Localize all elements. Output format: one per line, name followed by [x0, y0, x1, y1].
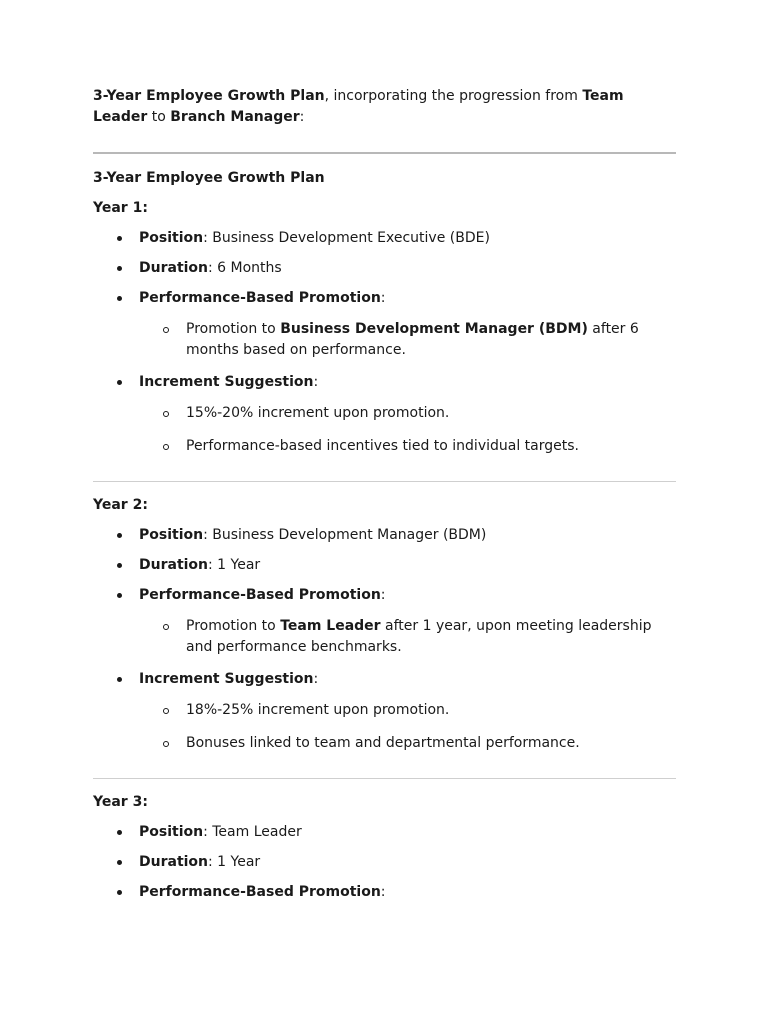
intro-to-role: Branch Manager — [170, 109, 300, 125]
promotion-colon: : — [380, 884, 386, 900]
year-3-promotion-item — [93, 883, 676, 901]
year-1-increment-detail-1: 15%-20% increment upon promotion. — [139, 403, 676, 424]
intro-title: 3-Year Employee Growth Plan — [93, 88, 325, 104]
position-value: : Business Development Executive (BDE) — [203, 230, 490, 246]
section-divider — [93, 152, 676, 154]
year-2-list — [93, 526, 676, 754]
position-label: Position — [139, 527, 204, 543]
position-label: Position — [139, 824, 204, 840]
duration-value: : 6 Months — [208, 260, 282, 276]
duration-value: : 1 Year — [208, 557, 261, 573]
year-1-duration-item — [93, 259, 676, 277]
duration-label: Duration — [139, 557, 209, 573]
year-1-increment-item — [93, 373, 676, 457]
year-3-title: Year 3: — [93, 794, 148, 810]
increment-colon: : — [313, 671, 319, 687]
position-value: : Business Development Manager (BDM) — [203, 527, 487, 543]
plan-title: 3-Year Employee Growth Plan — [93, 170, 325, 186]
position-value: : Team Leader — [203, 824, 302, 840]
year-2-promotion-item — [93, 586, 676, 658]
intro-paragraph — [93, 86, 676, 128]
position-label: Position — [139, 230, 204, 246]
promotion-post: after 1 year, upon meeting leadership and performance benchmarks. — [186, 618, 652, 655]
promotion-pre: Promotion to — [186, 321, 281, 337]
year-2-increment-item — [93, 670, 676, 754]
year-1-section — [93, 199, 676, 457]
year-1-increment-sublist — [139, 403, 676, 457]
increment-colon: : — [313, 374, 319, 390]
promotion-label: Performance-Based Promotion — [139, 290, 381, 306]
year-1-promotion-item — [93, 289, 676, 361]
increment-label: Increment Suggestion — [139, 671, 314, 687]
intro-text-2: to — [147, 109, 171, 125]
year-2-duration-item — [93, 556, 676, 574]
promotion-pre: Promotion to — [186, 618, 281, 634]
year-1-increment-detail-2: Performance-based incentives tied to individual targets. — [139, 436, 676, 457]
section-divider — [93, 778, 676, 779]
duration-value: : 1 Year — [208, 854, 261, 870]
year-1-title: Year 1: — [93, 200, 148, 216]
year-1-list — [93, 229, 676, 457]
year-2-promotion-sublist — [139, 616, 676, 658]
year-3-duration-item — [93, 853, 676, 871]
year-2-increment-detail-1: 18%-25% increment upon promotion. — [139, 700, 676, 721]
year-2-section — [93, 496, 676, 754]
year-2-position-item — [93, 526, 676, 544]
year-1-promotion-sublist — [139, 319, 676, 361]
promotion-label: Performance-Based Promotion — [139, 884, 381, 900]
promotion-colon: : — [380, 587, 386, 603]
year-3-position-item — [93, 823, 676, 841]
intro-text-3: : — [299, 109, 305, 125]
promotion-colon: : — [380, 290, 386, 306]
document-page — [93, 86, 676, 901]
duration-label: Duration — [139, 854, 209, 870]
intro-text-1: , incorporating the progression from — [324, 88, 583, 104]
duration-label: Duration — [139, 260, 209, 276]
section-divider — [93, 481, 676, 482]
year-2-promotion-detail — [139, 616, 676, 658]
year-1-promotion-detail — [139, 319, 676, 361]
promotion-label: Performance-Based Promotion — [139, 587, 381, 603]
year-2-increment-sublist — [139, 700, 676, 754]
year-2-increment-detail-2: Bonuses linked to team and departmental performance. — [139, 733, 676, 754]
intro-from-role: Team Leader — [93, 88, 624, 125]
year-3-section — [93, 793, 676, 901]
increment-label: Increment Suggestion — [139, 374, 314, 390]
year-2-title: Year 2: — [93, 497, 148, 513]
promotion-target: Team Leader — [280, 618, 381, 634]
promotion-post: after 6 months based on performance. — [186, 321, 639, 358]
year-3-list — [93, 823, 676, 901]
year-1-position-item — [93, 229, 676, 247]
promotion-target: Business Development Manager (BDM) — [280, 321, 588, 337]
